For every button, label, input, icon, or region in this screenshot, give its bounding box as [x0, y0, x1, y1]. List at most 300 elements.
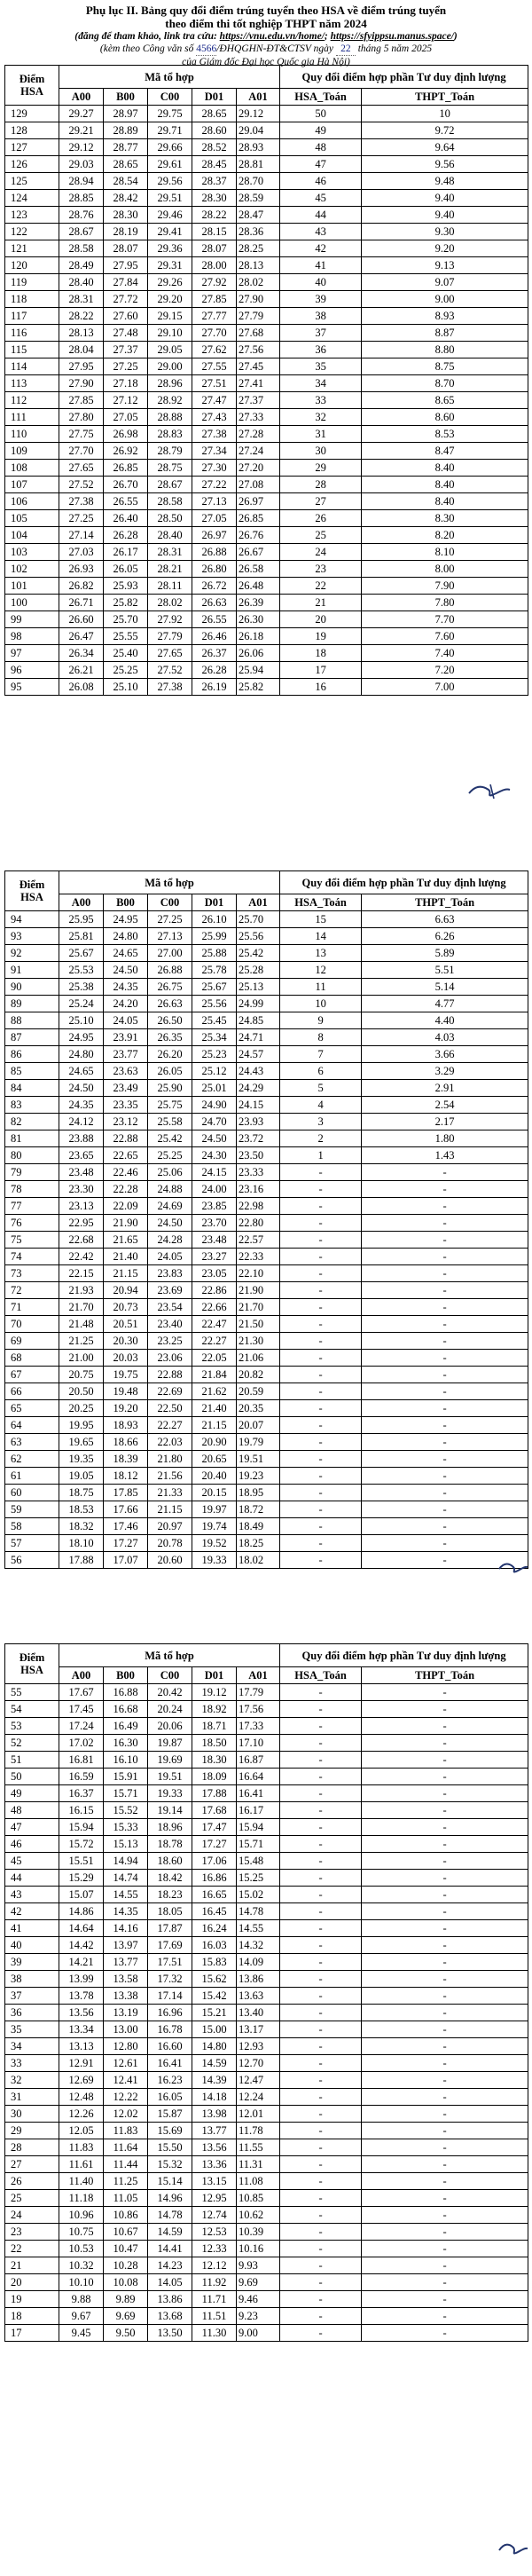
hsa-toan-cell: - — [280, 2038, 362, 2055]
a00-cell: 16.81 — [59, 1752, 104, 1769]
a00-cell: 20.25 — [59, 1400, 104, 1417]
diem-hsa-cell: 116 — [5, 325, 59, 342]
a00-cell: 12.69 — [59, 2072, 104, 2089]
b00-cell: 27.25 — [104, 358, 148, 375]
hsa-toan-cell: 47 — [280, 156, 362, 173]
a00-cell: 14.86 — [59, 1903, 104, 1920]
b00-cell: 28.19 — [104, 224, 148, 240]
thpt-toan-cell: 8.53 — [362, 426, 528, 443]
c00-cell: 29.26 — [148, 274, 192, 291]
b00-cell: 28.07 — [104, 240, 148, 257]
table-row — [5, 1785, 528, 1802]
hsa-toan-cell: 36 — [280, 342, 362, 358]
thpt-toan-cell: 8.30 — [362, 510, 528, 527]
letter-text-c: tháng 5 năm 2025 — [357, 43, 433, 54]
thpt-toan-header: THPT_Toán — [362, 1667, 528, 1684]
thpt-toan-cell: - — [362, 1535, 528, 1552]
c00-cell: 28.83 — [148, 426, 192, 443]
hsa-toan-cell: 25 — [280, 527, 362, 544]
c00-cell: 17.51 — [148, 1954, 192, 1971]
diem-hsa-cell: 86 — [5, 1046, 59, 1063]
a00-cell: 12.26 — [59, 2106, 104, 2123]
table-row — [5, 1282, 528, 1299]
a00-cell: 28.76 — [59, 207, 104, 224]
a00-cell: 13.78 — [59, 1988, 104, 2005]
a00-cell: 20.75 — [59, 1367, 104, 1383]
diem-hsa-cell: 102 — [5, 561, 59, 578]
d01-cell: 12.95 — [192, 2190, 237, 2207]
c00-cell: 15.87 — [148, 2106, 192, 2123]
hsa-toan-cell: - — [280, 1164, 362, 1181]
b00-cell: 12.22 — [104, 2089, 148, 2106]
hsa-toan-cell: - — [280, 2274, 362, 2291]
a01-cell: 28.02 — [237, 274, 280, 291]
d01-cell: 27.62 — [192, 342, 237, 358]
a01-cell: 21.90 — [237, 1282, 280, 1299]
c00-cell: 29.56 — [148, 173, 192, 190]
a00-cell: 29.27 — [59, 106, 104, 122]
table-row — [5, 1451, 528, 1468]
hsa-toan-cell: - — [280, 2241, 362, 2257]
diem-hsa-cell: 90 — [5, 979, 59, 996]
b00-cell: 26.85 — [104, 460, 148, 477]
c00-cell: 23.83 — [148, 1265, 192, 1282]
thpt-toan-cell: - — [362, 2123, 528, 2139]
b00-cell: 11.44 — [104, 2156, 148, 2173]
thpt-toan-cell: - — [362, 2021, 528, 2038]
d01-cell: 13.56 — [192, 2139, 237, 2156]
table-row — [5, 595, 528, 611]
diem-hsa-cell: 78 — [5, 1181, 59, 1198]
c00-cell: 28.67 — [148, 477, 192, 493]
a00-cell: 22.42 — [59, 1249, 104, 1265]
a01-cell: 11.78 — [237, 2123, 280, 2139]
c00-cell: 28.11 — [148, 578, 192, 595]
c00-cell: 28.79 — [148, 443, 192, 460]
hsa-toan-cell: - — [280, 1853, 362, 1870]
table-row — [5, 240, 528, 257]
a00-cell: 27.95 — [59, 358, 104, 375]
thpt-toan-cell: - — [362, 1501, 528, 1518]
d01-cell: 26.28 — [192, 662, 237, 679]
a00-cell: 13.34 — [59, 2021, 104, 2038]
c00-cell: 28.58 — [148, 493, 192, 510]
c00-cell: 27.13 — [148, 928, 192, 945]
thpt-toan-cell: 9.20 — [362, 240, 528, 257]
b00-cell: 26.98 — [104, 426, 148, 443]
table-row — [5, 2224, 528, 2241]
lookup-link-1[interactable]: https://vnu.edu.vn/home/ — [219, 31, 325, 42]
diem-hsa-cell: 20 — [5, 2274, 59, 2291]
diem-hsa-cell: 54 — [5, 1701, 59, 1718]
hsa-toan-cell: - — [280, 1485, 362, 1501]
b00-cell: 27.60 — [104, 308, 148, 325]
d01-cell: 28.65 — [192, 106, 237, 122]
thpt-toan-cell: 6.26 — [362, 928, 528, 945]
b00-cell: 21.15 — [104, 1265, 148, 1282]
d01-cell: 22.27 — [192, 1333, 237, 1350]
a01-cell: 12.01 — [237, 2106, 280, 2123]
d01-cell: 28.30 — [192, 190, 237, 207]
letter-day: 22 — [336, 43, 356, 56]
diem-hsa-cell: 85 — [5, 1063, 59, 1080]
table-row — [5, 1249, 528, 1265]
d01-cell: 17.27 — [192, 1836, 237, 1853]
hsa-toan-cell: - — [280, 2207, 362, 2224]
a00-cell: 28.31 — [59, 291, 104, 308]
c00-cell: 28.92 — [148, 392, 192, 409]
b00-cell: 27.84 — [104, 274, 148, 291]
thpt-toan-cell: - — [362, 2325, 528, 2342]
hsa-toan-cell: 16 — [280, 679, 362, 696]
thpt-toan-cell: - — [362, 1468, 528, 1485]
hsa-toan-cell: 17 — [280, 662, 362, 679]
document-header — [0, 4, 532, 68]
b00-cell: 15.13 — [104, 1836, 148, 1853]
a00-cell: 17.88 — [59, 1552, 104, 1569]
d01-cell: 12.12 — [192, 2257, 237, 2274]
b00-cell: 26.55 — [104, 493, 148, 510]
table-row — [5, 1718, 528, 1735]
a01-cell: 27.45 — [237, 358, 280, 375]
b00-cell: 21.65 — [104, 1232, 148, 1249]
thpt-toan-cell: - — [362, 1785, 528, 1802]
b00-cell: 10.67 — [104, 2224, 148, 2241]
d01-cell: 16.86 — [192, 1870, 237, 1887]
c00-cell: 25.58 — [148, 1114, 192, 1130]
d01-cell: 25.56 — [192, 996, 237, 1012]
a01-cell: 17.33 — [237, 1718, 280, 1735]
hsa-toan-cell: - — [280, 1785, 362, 1802]
d01-cell: 22.66 — [192, 1299, 237, 1316]
a00-cell: 26.71 — [59, 595, 104, 611]
note-separator: ; — [324, 31, 331, 42]
d01-cell: 26.97 — [192, 527, 237, 544]
a00-cell: 19.95 — [59, 1417, 104, 1434]
b00-cell: 21.40 — [104, 1249, 148, 1265]
thpt-toan-cell: 2.54 — [362, 1097, 528, 1114]
subject-group-header: Mã tổ hợp — [59, 1644, 280, 1667]
handwritten-initials-icon — [466, 779, 515, 802]
d01-cell: 25.23 — [192, 1046, 237, 1063]
table-row — [5, 443, 528, 460]
c00-cell: 15.32 — [148, 2156, 192, 2173]
thpt-toan-cell: 8.80 — [362, 342, 528, 358]
b00-cell: 18.93 — [104, 1417, 148, 1434]
b00-cell: 24.20 — [104, 996, 148, 1012]
a01-cell: 13.63 — [237, 1988, 280, 2005]
b00-cell: 10.28 — [104, 2257, 148, 2274]
b00-cell: 24.50 — [104, 962, 148, 979]
thpt-toan-cell: - — [362, 1836, 528, 1853]
a01-cell: 25.13 — [237, 979, 280, 996]
b00-cell: 27.05 — [104, 409, 148, 426]
b00-cell: 26.70 — [104, 477, 148, 493]
d01-cell: 21.84 — [192, 1367, 237, 1383]
c00-cell: 20.24 — [148, 1701, 192, 1718]
hsa-toan-cell: 1 — [280, 1147, 362, 1164]
c00-cell: 17.32 — [148, 1971, 192, 1988]
table-row — [5, 2325, 528, 2342]
b00-cell: 23.49 — [104, 1080, 148, 1097]
thpt-toan-cell: - — [362, 1920, 528, 1937]
diem-hsa-cell: 50 — [5, 1769, 59, 1785]
table-row — [5, 358, 528, 375]
diem-hsa-cell: 84 — [5, 1080, 59, 1097]
thpt-toan-cell: - — [362, 2038, 528, 2055]
table-row — [5, 173, 528, 190]
table-row — [5, 979, 528, 996]
a00-cell: 23.88 — [59, 1130, 104, 1147]
thpt-toan-cell: 7.60 — [362, 628, 528, 645]
b00-cell: 28.97 — [104, 106, 148, 122]
d01-cell: 24.15 — [192, 1164, 237, 1181]
d01-cell: 15.00 — [192, 2021, 237, 2038]
table-row — [5, 139, 528, 156]
table-row — [5, 460, 528, 477]
a01-cell: 26.67 — [237, 544, 280, 561]
c00-cell: 20.97 — [148, 1518, 192, 1535]
a00-cell: 21.93 — [59, 1282, 104, 1299]
table-row — [5, 2156, 528, 2173]
b00-cell: 18.39 — [104, 1451, 148, 1468]
a00-cell: 27.38 — [59, 493, 104, 510]
c00-cell: 24.05 — [148, 1249, 192, 1265]
diem-hsa-cell: 24 — [5, 2207, 59, 2224]
table-row — [5, 2072, 528, 2089]
c00-cell: 22.88 — [148, 1367, 192, 1383]
diem-hsa-cell: 48 — [5, 1802, 59, 1819]
table-row — [5, 2038, 528, 2055]
a01-cell: 24.43 — [237, 1063, 280, 1080]
diem-hsa-cell: 34 — [5, 2038, 59, 2055]
d01-cell: 18.09 — [192, 1769, 237, 1785]
d01-cell: 23.48 — [192, 1232, 237, 1249]
d01-cell: 22.47 — [192, 1316, 237, 1333]
diem-hsa-cell: 70 — [5, 1316, 59, 1333]
c00-cell: 29.46 — [148, 207, 192, 224]
d01-cell: 18.92 — [192, 1701, 237, 1718]
a00-cell: 17.24 — [59, 1718, 104, 1735]
a00-cell: 12.48 — [59, 2089, 104, 2106]
hsa-toan-cell: 33 — [280, 392, 362, 409]
a01-cell: 18.95 — [237, 1485, 280, 1501]
table-row — [5, 1114, 528, 1130]
hsa-toan-cell: 34 — [280, 375, 362, 392]
c00-cell: 13.86 — [148, 2291, 192, 2308]
diem-hsa-cell: 127 — [5, 139, 59, 156]
a01-cell: 21.30 — [237, 1333, 280, 1350]
table-row — [5, 2257, 528, 2274]
d01-cell: 19.12 — [192, 1684, 237, 1701]
thpt-toan-header: THPT_Toán — [362, 894, 528, 911]
hsa-toan-cell: - — [280, 2156, 362, 2173]
a00-cell: 28.22 — [59, 308, 104, 325]
table-row — [5, 1417, 528, 1434]
a00-cell: 16.59 — [59, 1769, 104, 1785]
d01-cell: 17.47 — [192, 1819, 237, 1836]
d01-cell: 24.70 — [192, 1114, 237, 1130]
a01-cell: 12.47 — [237, 2072, 280, 2089]
subject-header-c00: C00 — [148, 1667, 192, 1684]
thpt-toan-cell: - — [362, 1887, 528, 1903]
a01-cell: 11.08 — [237, 2173, 280, 2190]
hsa-toan-cell: 2 — [280, 1130, 362, 1147]
table-row — [5, 2139, 528, 2156]
table-row — [5, 257, 528, 274]
a00-cell: 13.56 — [59, 2005, 104, 2021]
thpt-toan-cell: 3.29 — [362, 1063, 528, 1080]
a01-cell: 28.59 — [237, 190, 280, 207]
hsa-toan-cell: 18 — [280, 645, 362, 662]
diem-hsa-cell: 124 — [5, 190, 59, 207]
thpt-toan-cell: - — [362, 1769, 528, 1785]
a01-cell: 28.81 — [237, 156, 280, 173]
d01-cell: 14.39 — [192, 2072, 237, 2089]
a01-cell: 24.71 — [237, 1029, 280, 1046]
thpt-toan-cell: 2.17 — [362, 1114, 528, 1130]
a01-cell: 27.41 — [237, 375, 280, 392]
a00-cell: 11.18 — [59, 2190, 104, 2207]
table-row — [5, 2207, 528, 2224]
b00-cell: 10.08 — [104, 2274, 148, 2291]
hsa-toan-cell: 23 — [280, 561, 362, 578]
a01-cell: 28.93 — [237, 139, 280, 156]
c00-cell: 27.38 — [148, 679, 192, 696]
thpt-toan-cell: 9.64 — [362, 139, 528, 156]
a00-cell: 17.67 — [59, 1684, 104, 1701]
a01-cell: 17.56 — [237, 1701, 280, 1718]
diem-hsa-cell: 87 — [5, 1029, 59, 1046]
c00-cell: 23.40 — [148, 1316, 192, 1333]
d01-cell: 27.13 — [192, 493, 237, 510]
b00-cell: 12.80 — [104, 2038, 148, 2055]
b00-cell: 25.55 — [104, 628, 148, 645]
table-row — [5, 1063, 528, 1080]
reference-note — [0, 30, 532, 43]
subject-header-c00: C00 — [148, 894, 192, 911]
table-row — [5, 207, 528, 224]
diem-hsa-cell: 42 — [5, 1903, 59, 1920]
a00-cell: 22.68 — [59, 1232, 104, 1249]
a01-cell: 17.10 — [237, 1735, 280, 1752]
diem-hsa-cell: 21 — [5, 2257, 59, 2274]
d01-cell: 28.45 — [192, 156, 237, 173]
table-row — [5, 996, 528, 1012]
d01-cell: 27.43 — [192, 409, 237, 426]
hsa-toan-cell: 4 — [280, 1097, 362, 1114]
a01-cell: 22.57 — [237, 1232, 280, 1249]
a00-cell: 26.82 — [59, 578, 104, 595]
thpt-toan-cell: 7.00 — [362, 679, 528, 696]
a00-cell: 28.04 — [59, 342, 104, 358]
b00-cell: 23.77 — [104, 1046, 148, 1063]
hsa-toan-cell: - — [280, 1903, 362, 1920]
b00-cell: 28.89 — [104, 122, 148, 139]
hsa-toan-cell: 14 — [280, 928, 362, 945]
a01-cell: 10.16 — [237, 2241, 280, 2257]
b00-cell: 11.25 — [104, 2173, 148, 2190]
b00-cell: 14.35 — [104, 1903, 148, 1920]
a00-cell: 14.21 — [59, 1954, 104, 1971]
b00-cell: 26.17 — [104, 544, 148, 561]
a01-cell: 23.33 — [237, 1164, 280, 1181]
diem-hsa-cell: 111 — [5, 409, 59, 426]
a00-cell: 26.08 — [59, 679, 104, 696]
a01-cell: 27.28 — [237, 426, 280, 443]
subject-group-header: Mã tổ hợp — [59, 871, 280, 894]
c00-cell: 29.75 — [148, 106, 192, 122]
thpt-toan-cell: - — [362, 1701, 528, 1718]
lookup-link-2[interactable]: https://sfyippsu.manus.space/ — [330, 31, 454, 42]
a01-cell: 28.47 — [237, 207, 280, 224]
thpt-toan-cell: - — [362, 1735, 528, 1752]
b00-cell: 13.77 — [104, 1954, 148, 1971]
d01-cell: 15.21 — [192, 2005, 237, 2021]
table-row — [5, 1752, 528, 1769]
thpt-toan-cell: 5.89 — [362, 945, 528, 962]
a00-cell: 24.65 — [59, 1063, 104, 1080]
hsa-toan-cell: - — [280, 1249, 362, 1265]
a00-cell: 24.50 — [59, 1080, 104, 1097]
a00-cell: 25.38 — [59, 979, 104, 996]
c00-cell: 17.14 — [148, 1988, 192, 2005]
c00-cell: 14.96 — [148, 2190, 192, 2207]
c00-cell: 25.75 — [148, 1097, 192, 1114]
a00-cell: 27.80 — [59, 409, 104, 426]
a01-cell: 10.85 — [237, 2190, 280, 2207]
conversion-header: Quy đổi điểm hợp phần Tư duy định lượng — [280, 66, 528, 89]
table-row — [5, 1350, 528, 1367]
thpt-toan-cell: - — [362, 1316, 528, 1333]
diem-hsa-header: Điểm HSA — [5, 66, 59, 106]
thpt-toan-cell: - — [362, 1434, 528, 1451]
c00-cell: 26.88 — [148, 962, 192, 979]
a00-cell: 28.58 — [59, 240, 104, 257]
table-row — [5, 1735, 528, 1752]
c00-cell: 28.88 — [148, 409, 192, 426]
hsa-toan-cell: 11 — [280, 979, 362, 996]
thpt-toan-cell: - — [362, 2072, 528, 2089]
d01-cell: 11.92 — [192, 2274, 237, 2291]
thpt-toan-cell: - — [362, 1552, 528, 1569]
a01-cell: 16.41 — [237, 1785, 280, 1802]
b00-cell: 15.52 — [104, 1802, 148, 1819]
c00-cell: 19.69 — [148, 1752, 192, 1769]
a01-cell: 9.00 — [237, 2325, 280, 2342]
thpt-toan-cell: - — [362, 1350, 528, 1367]
hsa-toan-cell: 29 — [280, 460, 362, 477]
a01-cell: 22.33 — [237, 1249, 280, 1265]
c00-cell: 27.79 — [148, 628, 192, 645]
table-row — [5, 1870, 528, 1887]
a00-cell: 26.47 — [59, 628, 104, 645]
a00-cell: 18.32 — [59, 1518, 104, 1535]
c00-cell: 22.03 — [148, 1434, 192, 1451]
b00-cell: 13.19 — [104, 2005, 148, 2021]
a01-cell: 27.90 — [237, 291, 280, 308]
d01-cell: 25.88 — [192, 945, 237, 962]
d01-cell: 25.67 — [192, 979, 237, 996]
a01-cell: 12.93 — [237, 2038, 280, 2055]
subject-header-a01: A01 — [237, 894, 280, 911]
thpt-toan-cell: 1.43 — [362, 1147, 528, 1164]
diem-hsa-cell: 103 — [5, 544, 59, 561]
d01-cell: 25.12 — [192, 1063, 237, 1080]
thpt-toan-cell: 8.60 — [362, 409, 528, 426]
c00-cell: 29.66 — [148, 139, 192, 156]
b00-cell: 27.48 — [104, 325, 148, 342]
